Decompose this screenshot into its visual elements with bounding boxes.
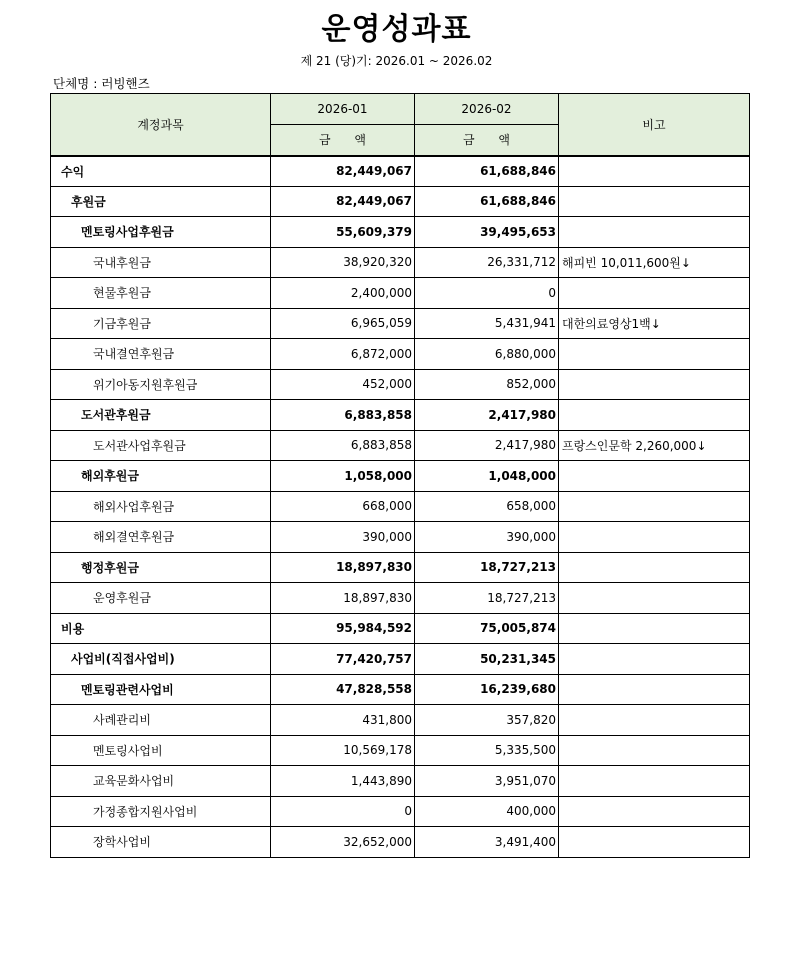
amount-2026-01-cell: 55,609,379	[271, 217, 415, 248]
amount-2026-01-cell: 6,965,059	[271, 308, 415, 339]
table-row	[51, 735, 750, 766]
amount-2026-02-cell: 18,727,213	[415, 583, 559, 614]
header-col2: 2026-02	[415, 94, 559, 125]
amount-2026-01-cell: 1,443,890	[271, 766, 415, 797]
table-row	[51, 461, 750, 492]
amount-2026-01-cell: 18,897,830	[271, 552, 415, 583]
table-row	[51, 186, 750, 217]
table-row	[51, 796, 750, 827]
note-cell	[559, 766, 750, 797]
table-row	[51, 705, 750, 736]
table-row	[51, 308, 750, 339]
note-cell	[559, 186, 750, 217]
table-row	[51, 339, 750, 370]
account-cell: 멘토링사업비	[51, 735, 271, 766]
amount-2026-02-cell: 0	[415, 278, 559, 309]
amount-2026-02-cell: 75,005,874	[415, 613, 559, 644]
header-amount-1: 금 액	[271, 125, 415, 156]
account-cell: 행정후원금	[51, 552, 271, 583]
table-row	[51, 217, 750, 248]
table-body	[51, 156, 750, 858]
amount-2026-01-cell: 2,400,000	[271, 278, 415, 309]
account-cell: 국내후원금	[51, 247, 271, 278]
amount-2026-01-cell: 6,883,858	[271, 430, 415, 461]
note-cell: 해피빈 10,011,600원↓	[559, 247, 750, 278]
note-cell: 프랑스인문학 2,260,000↓	[559, 430, 750, 461]
page-title: 운영성과표	[321, 12, 472, 47]
account-cell: 후원금	[51, 186, 271, 217]
account-cell: 현물후원금	[51, 278, 271, 309]
amount-2026-01-cell: 390,000	[271, 522, 415, 553]
table-row	[51, 613, 750, 644]
account-cell: 해외사업후원금	[51, 491, 271, 522]
amount-2026-01-cell: 10,569,178	[271, 735, 415, 766]
amount-2026-02-cell: 852,000	[415, 369, 559, 400]
period-label: 제 21 (당)기: 2026.01 ~ 2026.02	[300, 54, 493, 68]
amount-2026-02-cell: 50,231,345	[415, 644, 559, 675]
note-cell	[559, 217, 750, 248]
note-cell	[559, 796, 750, 827]
table-row	[51, 644, 750, 675]
account-cell: 가정종합지원사업비	[51, 796, 271, 827]
table-row	[51, 278, 750, 309]
amount-2026-01-cell: 431,800	[271, 705, 415, 736]
amount-2026-02-cell: 39,495,653	[415, 217, 559, 248]
table-row	[51, 552, 750, 583]
note-cell	[559, 827, 750, 858]
account-cell: 멘토링사업후원금	[51, 217, 271, 248]
amount-2026-02-cell: 5,431,941	[415, 308, 559, 339]
amount-2026-01-cell: 77,420,757	[271, 644, 415, 675]
amount-2026-01-cell: 38,920,320	[271, 247, 415, 278]
account-cell: 멘토링관련사업비	[51, 674, 271, 705]
amount-2026-02-cell: 18,727,213	[415, 552, 559, 583]
note-cell	[559, 613, 750, 644]
amount-2026-01-cell: 6,883,858	[271, 400, 415, 431]
account-cell: 장학사업비	[51, 827, 271, 858]
table-row	[51, 583, 750, 614]
table-row	[51, 369, 750, 400]
table-row	[51, 430, 750, 461]
org-label: 단체명 : 러빙핸즈	[53, 76, 150, 91]
amount-2026-01-cell: 95,984,592	[271, 613, 415, 644]
amount-2026-01-cell: 668,000	[271, 491, 415, 522]
account-cell: 수익	[51, 156, 271, 187]
amount-2026-02-cell: 26,331,712	[415, 247, 559, 278]
table-row	[51, 247, 750, 278]
amount-2026-02-cell: 400,000	[415, 796, 559, 827]
amount-2026-02-cell: 3,951,070	[415, 766, 559, 797]
amount-2026-02-cell: 3,491,400	[415, 827, 559, 858]
account-cell: 운영후원금	[51, 583, 271, 614]
amount-2026-01-cell: 6,872,000	[271, 339, 415, 370]
note-cell	[559, 400, 750, 431]
amount-2026-01-cell: 32,652,000	[271, 827, 415, 858]
amount-2026-02-cell: 390,000	[415, 522, 559, 553]
table-row	[51, 766, 750, 797]
account-cell: 기금후원금	[51, 308, 271, 339]
note-cell	[559, 644, 750, 675]
amount-2026-02-cell: 6,880,000	[415, 339, 559, 370]
table-row	[51, 522, 750, 553]
header-col1: 2026-01	[271, 94, 415, 125]
account-cell: 비용	[51, 613, 271, 644]
account-cell: 도서관사업후원금	[51, 430, 271, 461]
amount-2026-01-cell: 0	[271, 796, 415, 827]
amount-2026-02-cell: 2,417,980	[415, 400, 559, 431]
amount-2026-02-cell: 658,000	[415, 491, 559, 522]
account-cell: 교육문화사업비	[51, 766, 271, 797]
note-cell	[559, 278, 750, 309]
table-row	[51, 674, 750, 705]
amount-2026-02-cell: 2,417,980	[415, 430, 559, 461]
table-row	[51, 156, 750, 187]
note-cell	[559, 705, 750, 736]
amount-2026-02-cell: 357,820	[415, 705, 559, 736]
amount-2026-01-cell: 82,449,067	[271, 156, 415, 187]
note-cell	[559, 522, 750, 553]
account-cell: 위기아동지원후원금	[51, 369, 271, 400]
amount-2026-01-cell: 82,449,067	[271, 186, 415, 217]
header-note: 비고	[559, 94, 750, 156]
table-row	[51, 491, 750, 522]
amount-2026-02-cell: 1,048,000	[415, 461, 559, 492]
amount-2026-02-cell: 61,688,846	[415, 156, 559, 187]
table-row	[51, 827, 750, 858]
amount-2026-02-cell: 61,688,846	[415, 186, 559, 217]
amount-2026-01-cell: 18,897,830	[271, 583, 415, 614]
note-cell: 대한의료영상1백↓	[559, 308, 750, 339]
account-cell: 국내결연후원금	[51, 339, 271, 370]
amount-2026-02-cell: 16,239,680	[415, 674, 559, 705]
header-amount-2: 금 액	[415, 125, 559, 156]
note-cell	[559, 156, 750, 187]
note-cell	[559, 735, 750, 766]
note-cell	[559, 583, 750, 614]
account-cell: 사업비(직접사업비)	[51, 644, 271, 675]
amount-2026-01-cell: 1,058,000	[271, 461, 415, 492]
table-row	[51, 400, 750, 431]
note-cell	[559, 339, 750, 370]
account-cell: 해외후원금	[51, 461, 271, 492]
amount-2026-02-cell: 5,335,500	[415, 735, 559, 766]
operating-results-table	[50, 93, 750, 858]
account-cell: 해외결연후원금	[51, 522, 271, 553]
note-cell	[559, 369, 750, 400]
note-cell	[559, 552, 750, 583]
amount-2026-01-cell: 452,000	[271, 369, 415, 400]
account-cell: 도서관후원금	[51, 400, 271, 431]
note-cell	[559, 491, 750, 522]
header-account: 계정과목	[51, 94, 271, 156]
account-cell: 사례관리비	[51, 705, 271, 736]
note-cell	[559, 461, 750, 492]
note-cell	[559, 674, 750, 705]
amount-2026-01-cell: 47,828,558	[271, 674, 415, 705]
